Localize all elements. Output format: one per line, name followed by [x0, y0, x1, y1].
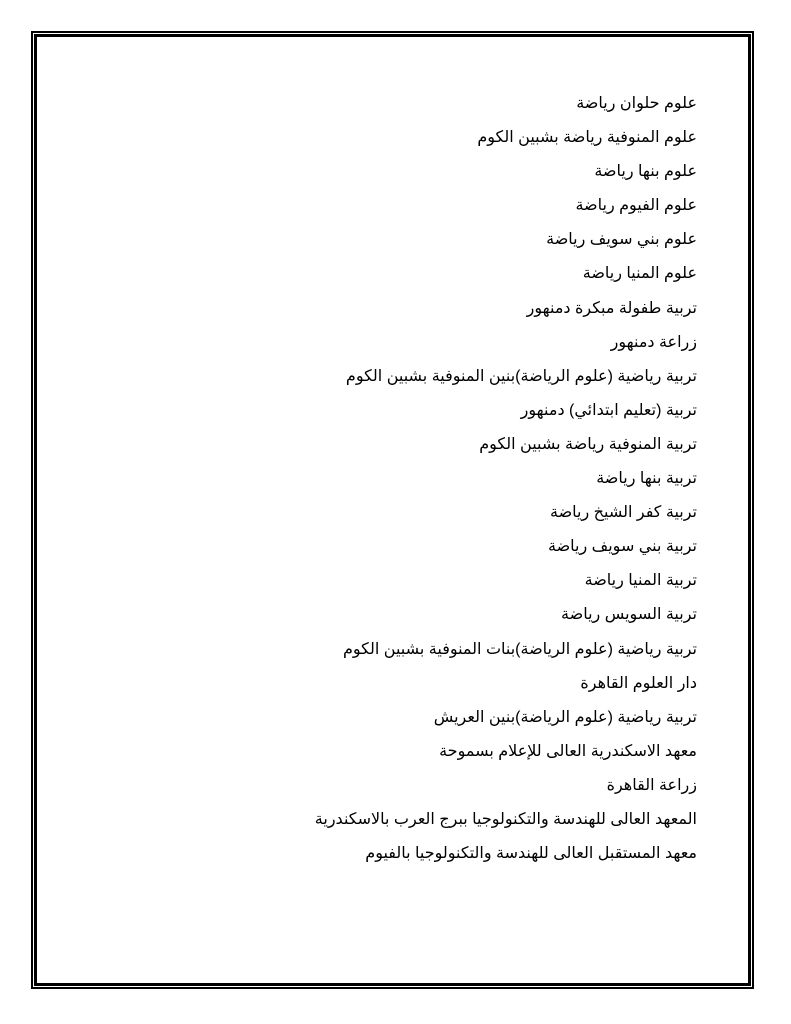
list-item: دار العلوم القاهرة	[580, 674, 697, 692]
list-item: معهد المستقبل العالى للهندسة والتكنولوجيا بالفيوم	[365, 845, 697, 863]
list-item: تربية طفولة مبكرة دمنهور	[526, 299, 697, 317]
list-item: تربية بنها رياضة	[596, 470, 697, 488]
list-item: زراعة القاهرة	[606, 776, 697, 794]
list-item: علوم الفيوم رياضة	[575, 197, 697, 215]
faculty-list	[197, 91, 697, 875]
list-item: تربية المنوفية رياضة بشبين الكوم	[479, 435, 697, 453]
list-item: المعهد العالى للهندسة والتكنولوجيا ببرج العرب بالاسكندرية	[314, 810, 697, 828]
list-item: تربية رياضية (علوم الرياضة)بنين العريش	[433, 708, 697, 726]
list-item: علوم المنيا رياضة	[582, 265, 697, 283]
list-item: تربية رياضية (علوم الرياضة)بنات المنوفية بشبين الكوم	[343, 640, 697, 658]
list-item: زراعة دمنهور	[610, 333, 697, 351]
list-item: تربية بني سويف رياضة	[548, 538, 697, 556]
list-item: علوم بنها رياضة	[594, 163, 697, 181]
list-item: علوم بني سويف رياضة	[546, 231, 697, 249]
list-item: تربية المنيا رياضة	[584, 572, 697, 590]
list-item: تربية رياضية (علوم الرياضة)بنين المنوفية بشبين الكوم	[345, 367, 697, 385]
list-item: علوم المنوفية رياضة بشبين الكوم	[477, 129, 697, 147]
list-item: تربية (تعليم ابتدائي) دمنهور	[520, 401, 697, 419]
list-item: علوم حلوان رياضة	[576, 95, 697, 112]
list-item: تربية كفر الشيخ رياضة	[550, 504, 697, 522]
list-item: تربية السويس رياضة	[561, 606, 697, 624]
list-item: معهد الاسكندرية العالى للإعلام بسموحة	[439, 742, 697, 760]
